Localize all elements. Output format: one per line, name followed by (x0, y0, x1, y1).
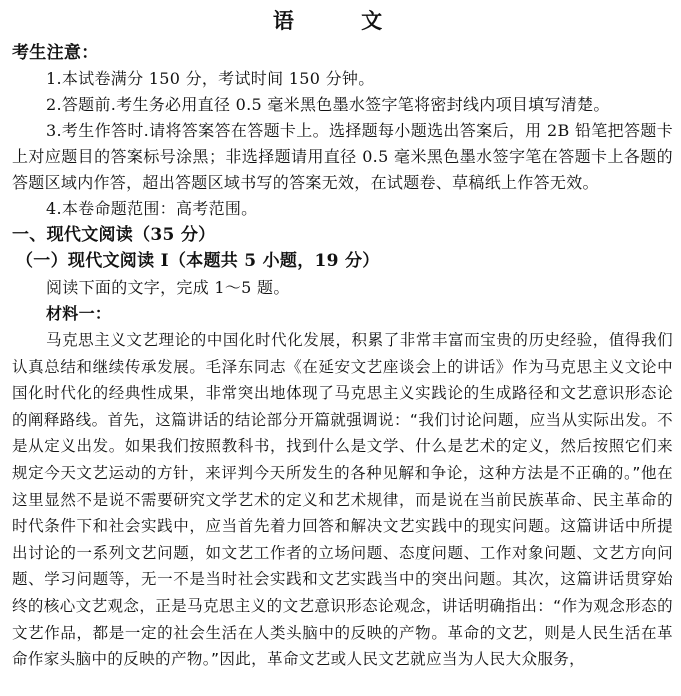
notice-item-4: 4.本卷命题范围：高考范围。 (46, 199, 258, 218)
page-title: 语 文 (272, 8, 413, 33)
notice-heading: 考生注意： (12, 43, 99, 63)
material-article: 马克思主义文艺理论的中国化时代化发展，积累了非常丰富而宝贵的历史经验，值得我们认真总结和继续传承发展。毛泽东同志《在延安文艺座谈会上的讲话》作为马克思主义文论中国化时代化的经典性成果，非常突出地体现了马克思主义实践论的生成路径和文艺意识形态论的阐释路线。首先，这篇讲话的结论部分开篇就强调说：“我们讨论问题，应当从实际出发。不是从定义出发。如果我们按照教科书，找到什么是文学、什么是艺术的定义，然后按照它们来规定今天文艺运动的方针，来评判今天所发生的各种见解和争论，这种方法是不正确的。”他在这里显然不是说不需要研究文学艺术的定义和艺术规律，而是说在当前民族革命、民主革命的时代条件下和社会实践中，应当首先着力回答和解决文艺实践中的现实问题。这篇讲话中所提出讨论的一系列文艺问题，如文艺工作者的立场问题、态度问题、工作对象问题、文艺方向问题、学习问题等，无一不是当时社会实践和文艺实践当中的突出问题。其次，这篇讲话贯穿始终的核心文艺观念，正是马克思主义的文艺意识形态论观念，讲话明确指出：“作为观念形态的文艺作品，都是一定的社会生活在人类头脑中的反映的产物。革命的文艺，则是人民生活在革命作家头脑中的反映的产物。”因此，革命文艺或人民文艺就应当为人民大众服务， (12, 331, 673, 669)
section-heading: 一、现代文阅读（35 分） (12, 225, 216, 245)
notice-item-2: 2.答题前.考生务必用直径 0.5 毫米黑色墨水签字笔将密封线内项目填写清楚。 (46, 95, 610, 114)
subsection-heading: （一）现代文阅读 I（本题共 5 小题，19 分） (16, 251, 380, 271)
notice-item-3: 3.考生作答时.请将答案答在答题卡上。选择题每小题选出答案后，用 2B 铅笔把答题卡上对应题目的答案标号涂黑；非选择题请用直径 0.5 毫米黑色墨水签字笔在答题卡上各题的答题区域内作答，超出答题区域书写的答案无效，在试题卷、草稿纸上作答无效。 (12, 121, 673, 192)
reading-instruction: 阅读下面的文字，完成 1～5 题。 (46, 278, 290, 297)
notice-item-1: 1.本试卷满分 150 分，考试时间 150 分钟。 (46, 69, 375, 88)
material-label: 材料一： (46, 304, 112, 323)
